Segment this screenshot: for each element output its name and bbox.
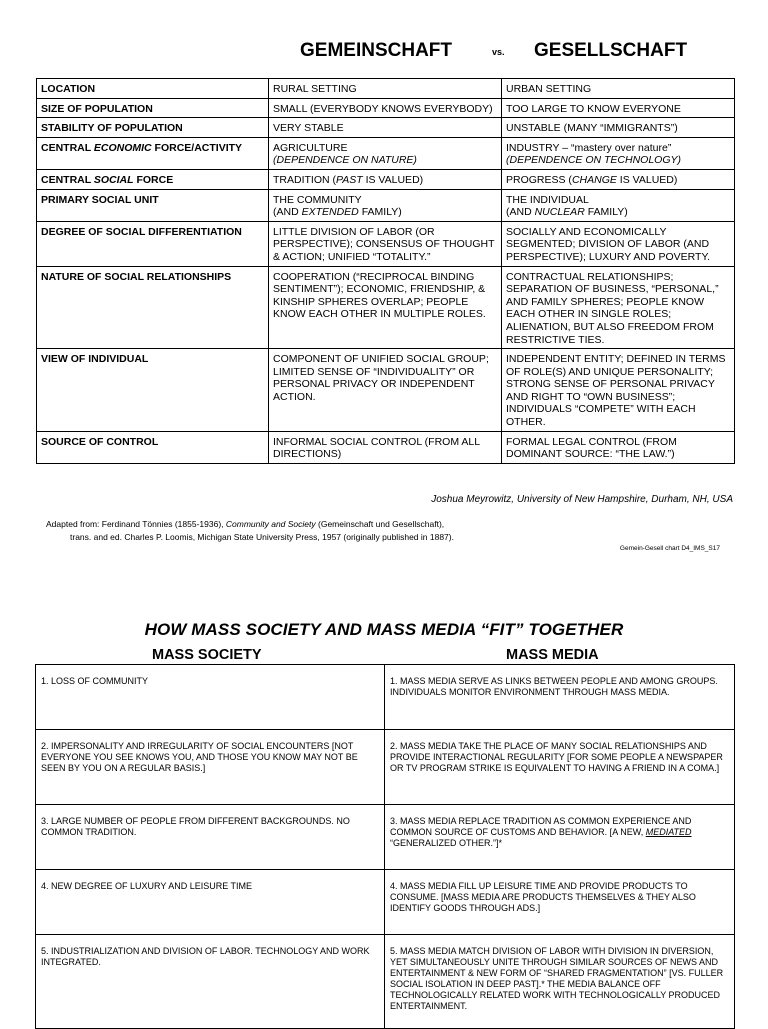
- text-run: 5. INDUSTRIALIZATION AND DIVISION OF LABOR. TECHNOLOGY AND WORK INTEGRATED.: [41, 946, 370, 967]
- table-row: [37, 169, 735, 189]
- gemeinschaft-cell: [269, 221, 502, 266]
- title-vs: vs.: [492, 47, 505, 57]
- gesellschaft-cell: [502, 98, 735, 118]
- mass-society-cell: [36, 730, 385, 805]
- table-row: [37, 266, 735, 349]
- row-label: [37, 349, 269, 432]
- table-row: [37, 189, 735, 221]
- row-label: [37, 221, 269, 266]
- text-run: VIEW OF INDIVIDUAL: [41, 353, 149, 366]
- text-run: AGRICULTURE: [273, 141, 348, 154]
- row-label: [37, 431, 269, 463]
- text-run: URBAN SETTING: [506, 83, 592, 95]
- gemeinschaft-cell: [269, 431, 502, 463]
- table-row: [37, 98, 735, 118]
- text-run: 5. MASS MEDIA MATCH DIVISION OF LABOR WITH DIVISION IN DIVERSION, YET SIMULTANEOUSLY UNITE THROUGH SIMILAR SOURCES OF NEWS AND ENTERTAINMENT & NEW FORM OF “SHARED FRAGMENTATION” [VS. FULLER SOCIAL ISOLATION IN DEEP PAST].* THE MEDIA BALANCE OFF TECHNOLOGICALLY RELATED WORK WITH TECHNOLOGICALLY PRODUCED ENTERTAINMENT.: [390, 946, 724, 1011]
- row-label: [37, 79, 269, 99]
- table-row: [36, 730, 735, 805]
- text-run: 1. MASS MEDIA SERVE AS LINKS BETWEEN PEOPLE AND AMONG GROUPS. INDIVIDUALS MONITOR ENVIRONMENT THROUGH MASS MEDIA.: [390, 676, 718, 697]
- text-run: THE INDIVIDUAL: [506, 193, 589, 206]
- text-run: PROGRESS (: [506, 173, 572, 186]
- col-header-mass-society: MASS SOCIETY: [152, 647, 262, 663]
- adapted-book-title: Community and Society: [225, 519, 316, 529]
- text-run: LITTLE DIVISION OF LABOR (OR PERSPECTIVE); CONSENSUS OF THOUGHT & ACTION; UNIFIED “TOTALITY.”: [273, 225, 495, 263]
- gemeinschaft-cell: [269, 118, 502, 138]
- text-run: (AND: [273, 206, 302, 219]
- emphasized-text: MEDIATED: [645, 827, 692, 837]
- mass-table-body: [36, 665, 735, 1029]
- table-row: [37, 431, 735, 463]
- adapted-line1-post: (Gemeinschaft und Gesellschaft),: [315, 519, 445, 529]
- text-run: INDEPENDENT ENTITY; DEFINED IN TERMS OF ROLE(S) AND UNIQUE PERSONALITY; STRONG SENSE OF PERSONAL PRIVACY AND RIGHT TO “OWN BUSINESS”; INDIVIDUALS “COMPETE” WITH EACH OTHER.: [506, 353, 726, 429]
- emphasized-text: (DEPENDENCE ON TECHNOLOGY): [506, 154, 682, 167]
- text-run: FAMILY): [584, 206, 628, 219]
- table-row: [37, 79, 735, 99]
- col-header-mass-media: MASS MEDIA: [506, 647, 599, 663]
- text-run: PRIMARY SOCIAL UNIT: [41, 193, 159, 206]
- emphasized-text: EXTENDED: [301, 206, 359, 219]
- gesellschaft-cell: [502, 169, 735, 189]
- text-run: FORCE: [133, 173, 174, 186]
- text-run: 3. LARGE NUMBER OF PEOPLE FROM DIFFERENT BACKGROUNDS. NO COMMON TRADITION.: [41, 816, 350, 837]
- gesellschaft-cell: [502, 266, 735, 349]
- text-run: 2. MASS MEDIA TAKE THE PLACE OF MANY SOCIAL RELATIONSHIPS AND PROVIDE INTERACTIONAL REGULARITY [FOR SOME PEOPLE A NEWSPAPER OR TV PROGRAM STRIKE IS EQUIVALENT TO HAVING A FRIEND IN A COMA.]: [390, 741, 723, 773]
- text-run: VERY STABLE: [273, 122, 344, 135]
- mass-media-cell: [385, 805, 735, 870]
- adapted-line1-pre: Adapted from: Ferdinand Tönnies (1855-1936),: [46, 519, 226, 529]
- chart-code: Gemein-Gesell chart D4_IMS_S17: [619, 545, 720, 552]
- row-label: [37, 189, 269, 221]
- gemeinschaft-gesellschaft-table: [36, 78, 735, 464]
- text-run: COMPONENT OF UNIFIED SOCIAL GROUP; LIMITED SENSE OF “INDIVIDUALITY” OR PERSONAL PRIVACY OR INDEPENDENT ACTION.: [273, 353, 489, 403]
- text-run: NATURE OF SOCIAL RELATIONSHIPS: [41, 270, 232, 283]
- text-run: RURAL SETTING: [273, 83, 357, 95]
- mass-society-cell: [36, 935, 385, 1029]
- table-row: [37, 137, 735, 169]
- emphasized-text: NUCLEAR: [534, 206, 585, 219]
- text-run: (AND: [506, 206, 535, 219]
- text-run: 4. MASS MEDIA FILL UP LEISURE TIME AND PROVIDE PRODUCTS TO CONSUME. [MASS MEDIA ARE PRODUCTS THEMSELVES & THEY ALSO IDENTIFY GOODS THROUGH ADS.]: [390, 881, 696, 913]
- text-run: LOCATION: [41, 83, 96, 95]
- gesellschaft-cell: [502, 189, 735, 221]
- row-label: [37, 118, 269, 138]
- text-run: “GENERALIZED OTHER.”]*: [390, 838, 503, 848]
- row-label: [37, 266, 269, 349]
- gemeinschaft-cell: [269, 137, 502, 169]
- text-run: COOPERATION (“RECIPROCAL BINDING SENTIMENT”); ECONOMIC, FRIENDSHIP, & KINSHIP SPHERES OVERLAP; PEOPLE KNOW EACH OTHER IN MULTIPLE ROLES.: [273, 270, 486, 321]
- comparison-table-body: [37, 79, 735, 464]
- gesellschaft-cell: [502, 118, 735, 138]
- text-run: TOO LARGE TO KNOW EVERYONE: [506, 102, 681, 115]
- text-run: 4. NEW DEGREE OF LUXURY AND LEISURE TIME: [41, 881, 253, 891]
- gesellschaft-cell: [502, 431, 735, 463]
- table-row: [36, 805, 735, 870]
- text-run: FORCE/ACTIVITY: [151, 141, 243, 154]
- emphasized-text: SOCIAL: [93, 173, 134, 186]
- mass-society-media-table: [35, 664, 735, 1029]
- mass-media-cell: [385, 665, 735, 730]
- title-gesellschaft: GESELLSCHAFT: [534, 40, 688, 61]
- text-run: 2. IMPERSONALITY AND IRREGULARITY OF SOCIAL ENCOUNTERS [NOT EVERYONE YOU SEE KNOWS YOU, AND THOSE YOU KNOW MAY NOT BE SEEN BY YOU ON A REGULAR BASIS.]: [41, 741, 358, 773]
- mass-media-cell: [385, 870, 735, 935]
- table-row: [36, 870, 735, 935]
- text-run: IS VALUED): [362, 173, 424, 186]
- text-run: SMALL (EVERYBODY KNOWS EVERYBODY): [273, 102, 493, 115]
- text-run: FAMILY): [358, 206, 402, 219]
- table-row: [36, 935, 735, 1029]
- chart-title: [0, 38, 768, 66]
- gemeinschaft-cell: [269, 189, 502, 221]
- section-title: HOW MASS SOCIETY AND MASS MEDIA “FIT” TOGETHER: [144, 620, 624, 639]
- emphasized-text: CHANGE: [571, 173, 617, 186]
- text-run: SOCIALLY AND ECONOMICALLY SEGMENTED; DIVISION OF LABOR (AND PERSPECTIVE); LUXURY AND POVERTY.: [506, 225, 711, 263]
- text-run: CONTRACTUAL RELATIONSHIPS; SEPARATION OF BUSINESS, “PERSONAL,” AND FAMILY SPHERES; PEOPLE KNOW EACH OTHER IN SINGLE ROLES; ALIENATION, BUT ALSO FREEDOM FROM RESTRICTIVE TIES.: [506, 270, 719, 346]
- table-row: [36, 665, 735, 730]
- text-run: CENTRAL: [41, 173, 94, 186]
- emphasized-text: PAST: [336, 173, 363, 186]
- text-run: IS VALUED): [616, 173, 678, 186]
- text-run: DEGREE OF SOCIAL DIFFERENTIATION: [41, 225, 242, 238]
- text-run: TRADITION (: [273, 173, 336, 186]
- text-run: THE COMMUNITY: [273, 193, 362, 206]
- text-run: INFORMAL SOCIAL CONTROL (FROM ALL DIRECTIONS): [273, 435, 480, 461]
- mass-society-cell: [36, 665, 385, 730]
- text-run: SOURCE OF CONTROL: [41, 435, 159, 448]
- gesellschaft-cell: [502, 221, 735, 266]
- row-label: [37, 137, 269, 169]
- title-gemeinschaft: GEMEINSCHAFT: [300, 40, 452, 61]
- emphasized-text: (DEPENDENCE ON NATURE): [273, 154, 417, 167]
- mass-media-cell: [385, 730, 735, 805]
- table-row: [37, 349, 735, 432]
- text-run: STABILITY OF POPULATION: [41, 122, 183, 135]
- row-label: [37, 98, 269, 118]
- author-attribution: Joshua Meyrowitz, University of New Hampshire, Durham, NH, USA: [431, 494, 733, 505]
- row-label: [37, 169, 269, 189]
- adapted-from-note: [46, 518, 646, 544]
- text-run: INDUSTRY – “mastery over nature”: [506, 141, 672, 154]
- gemeinschaft-cell: [269, 79, 502, 99]
- gemeinschaft-cell: [269, 169, 502, 189]
- gemeinschaft-cell: [269, 266, 502, 349]
- table-row: [37, 221, 735, 266]
- text-run: FORMAL LEGAL CONTROL (FROM DOMINANT SOURCE: “THE LAW.”): [506, 435, 677, 461]
- mass-media-cell: [385, 935, 735, 1029]
- table-row: [37, 118, 735, 138]
- text-run: CENTRAL: [41, 141, 94, 154]
- text-run: 1. LOSS OF COMMUNITY: [41, 676, 149, 686]
- gesellschaft-cell: [502, 79, 735, 99]
- mass-society-cell: [36, 870, 385, 935]
- text-run: 3. MASS MEDIA REPLACE TRADITION AS COMMON EXPERIENCE AND COMMON SOURCE OF CUSTOMS AND BEHAVIOR. [A NEW,: [390, 816, 692, 837]
- gesellschaft-cell: [502, 137, 735, 169]
- text-run: UNSTABLE (MANY “IMMIGRANTS”): [506, 122, 678, 135]
- adapted-line2: trans. and ed. Charles P. Loomis, Michigan State University Press, 1957 (originally published in 1887).: [70, 532, 454, 542]
- gesellschaft-cell: [502, 349, 735, 432]
- text-run: SIZE OF POPULATION: [41, 102, 153, 115]
- gemeinschaft-cell: [269, 349, 502, 432]
- emphasized-text: ECONOMIC: [93, 141, 152, 154]
- gemeinschaft-cell: [269, 98, 502, 118]
- mass-society-cell: [36, 805, 385, 870]
